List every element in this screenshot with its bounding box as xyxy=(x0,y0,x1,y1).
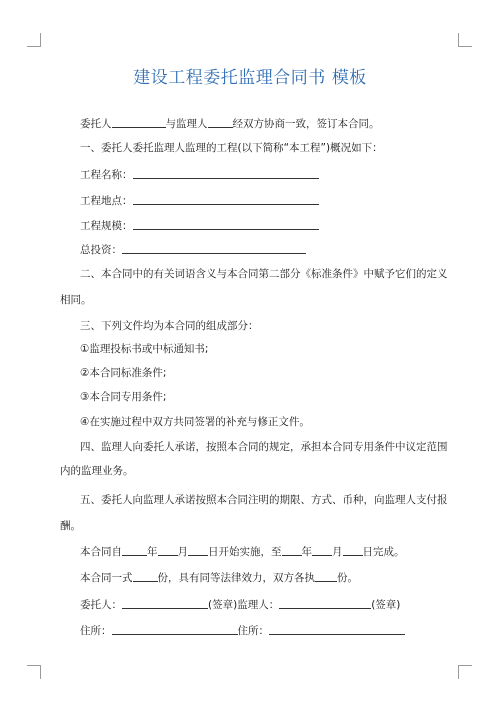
intro-line xyxy=(80,117,380,131)
supervisor-label: 与监理人 xyxy=(165,118,208,130)
term-start-label: 本合同自 xyxy=(80,546,122,558)
copies-total-blank[interactable] xyxy=(133,571,158,582)
list-item-2: ②本合同标准条件; xyxy=(80,367,167,379)
supervisor-address-blank[interactable] xyxy=(269,624,405,635)
supervisor-blank[interactable] xyxy=(208,117,233,128)
copies-line xyxy=(80,571,358,585)
signature-line xyxy=(80,598,400,612)
start-month-unit: 月 xyxy=(177,546,188,558)
section-two-line2: 相同。 xyxy=(60,294,92,306)
project-scale-label: 工程规模： xyxy=(80,220,133,232)
copies-label: 本合同一式 xyxy=(80,572,133,584)
copies-middle: 份，具有同等法律效力，双方各执 xyxy=(157,572,315,584)
copies-each-blank[interactable] xyxy=(315,571,337,582)
principal-address-label: 住所： xyxy=(80,625,112,637)
section-four-line2: 内的监理业务。 xyxy=(60,465,134,477)
end-year-blank[interactable] xyxy=(282,545,302,556)
field-total-investment xyxy=(80,243,306,257)
principal-sign-label: 委托人： xyxy=(80,599,122,611)
end-day-unit: 日完成。 xyxy=(362,546,405,558)
list-item-3: ③本合同专用条件; xyxy=(80,391,167,403)
end-month-unit: 月 xyxy=(332,546,343,558)
start-year-unit: 年 xyxy=(147,546,158,558)
principal-address-blank[interactable] xyxy=(112,624,238,635)
section-one: 一、委托人委托监理人监理的工程(以下简称“本工程”)概况如下： xyxy=(80,142,383,154)
principal-label: 委托人 xyxy=(80,118,112,130)
term-line xyxy=(80,545,405,559)
intro-tail: 经双方协商一致，签订本合同。 xyxy=(232,118,380,130)
start-year-blank[interactable] xyxy=(122,545,147,556)
total-investment-blank[interactable] xyxy=(122,243,306,254)
start-day-blank[interactable] xyxy=(188,545,208,556)
field-project-scale xyxy=(80,219,319,233)
copies-tail: 份。 xyxy=(337,572,358,584)
crop-mark-top-left xyxy=(27,33,41,47)
list-item-4: ④在实施过程中双方共同签署的补充与修正文件。 xyxy=(80,416,310,428)
address-line xyxy=(80,624,405,638)
principal-blank[interactable] xyxy=(112,117,166,128)
seal-label: (签章) xyxy=(371,599,401,611)
start-month-blank[interactable] xyxy=(158,545,178,556)
section-five-line2: 酬。 xyxy=(60,520,81,532)
project-name-blank[interactable] xyxy=(133,168,319,179)
crop-mark-top-right xyxy=(458,33,472,47)
crop-mark-bottom-right xyxy=(458,665,472,679)
start-day-unit: 日开始实施，至 xyxy=(208,546,282,558)
end-month-blank[interactable] xyxy=(312,545,332,556)
supervisor-address-label: 住所： xyxy=(237,625,269,637)
supervisor-sign-blank[interactable] xyxy=(279,598,371,609)
supervisor-sign-label: (签章)监理人： xyxy=(208,599,280,611)
field-project-location xyxy=(80,194,319,208)
project-scale-blank[interactable] xyxy=(133,219,319,230)
principal-sign-blank[interactable] xyxy=(122,598,208,609)
section-two-line1: 二、本合同中的有关词语含义与本合同第二部分《标准条件》中赋予它们的定义 xyxy=(80,268,448,280)
list-item-1: ①监理投标书或中标通知书; xyxy=(80,343,209,355)
end-year-unit: 年 xyxy=(301,546,312,558)
section-five-line1: 五、委托人向监理人承诺按照本合同注明的期限、方式、币种，向监理人支付报 xyxy=(80,494,448,506)
section-four-line1: 四、监理人向委托人承诺，按照本合同的规定，承担本合同专用条件中议定范围 xyxy=(80,441,448,453)
total-investment-label: 总投资： xyxy=(80,244,122,256)
project-location-blank[interactable] xyxy=(133,194,319,205)
crop-mark-bottom-left xyxy=(27,665,41,679)
project-name-label: 工程名称： xyxy=(80,169,133,181)
field-project-name xyxy=(80,168,319,182)
section-three: 三、下列文件均为本合同的组成部分： xyxy=(80,320,259,332)
document-title: 建设工程委托监理合同书 模板 xyxy=(133,68,367,88)
project-location-label: 工程地点： xyxy=(80,195,133,207)
end-day-blank[interactable] xyxy=(343,545,363,556)
